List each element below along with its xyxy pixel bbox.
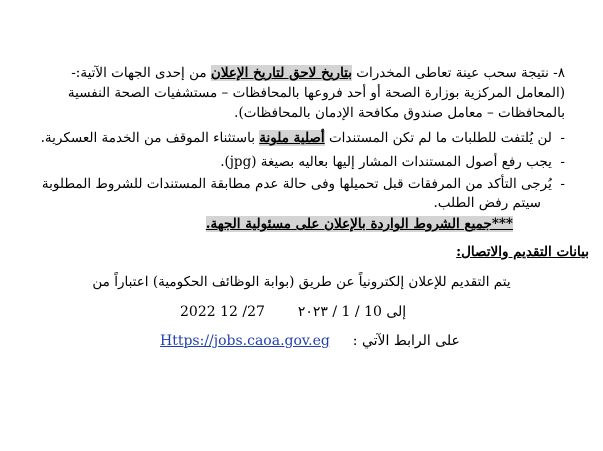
bullet-marker: - [551, 154, 565, 170]
bullet-3-continued: سيتم رفض الطلب. [433, 195, 541, 211]
bullet-1: - لن يُلتفت للطلبات ما لم تكن المستندات أصلية ملونة باستثناء الموقف من الخدمة العسكرية. [40, 130, 565, 146]
item-8-line-1 [71, 64, 565, 82]
item-8-line-2: (المعامل المركزية بوزارة الصحة أو أحد فروعها بالمحافظات – مستشفيات الصحة النفسية [67, 85, 565, 101]
responsibility-note: ***جميع الشروط الواردة بالإعلان على مسئولية الجهة. [205, 216, 513, 232]
date-from: 27/ 12 2022 [180, 304, 265, 320]
link-label: على الرابط الآتي : [352, 333, 460, 349]
date-range [180, 303, 406, 321]
item-8-intro: ٨- نتيجة سحب عينة تعاطى المخدرات [352, 65, 565, 81]
link-row [160, 332, 460, 350]
item-8-intro-end: من إحدى الجهات الآتية:- [71, 65, 211, 81]
jobs-portal-link[interactable]: Https://jobs.caoa.gov.eg [160, 333, 330, 349]
contact-text: يتم التقديم للإعلان إلكترونياً عن طريق (بوابة الوظائف الحكومية) اعتباراً من [92, 274, 511, 290]
original-colored-emphasis: أصلية ملونة [259, 130, 325, 146]
item-8-line-3: بالمحافظات – معامل صندوق مكافحة الإدمان بالمحافظات). [234, 105, 565, 121]
date-to: إلى 10 / 1 / ٢٠٢٣ [297, 304, 407, 320]
bullet-2: - يجب رفع أصول المستندات المشار إليها بعاليه بصيغة (jpg). [220, 154, 565, 170]
contact-heading: بيانات التقديم والاتصال: [456, 244, 589, 260]
bullet-marker: - [551, 176, 565, 192]
bullet-3: - يُرجى التأكد من المرفقات قبل تحميلها وفى حالة عدم مطابقة المستندات للشروط المطلوبة [41, 176, 565, 192]
item-8-date-condition: بتاريخ لاحق لتاريخ الإعلان [210, 65, 353, 81]
bullet-marker: - [551, 130, 565, 146]
